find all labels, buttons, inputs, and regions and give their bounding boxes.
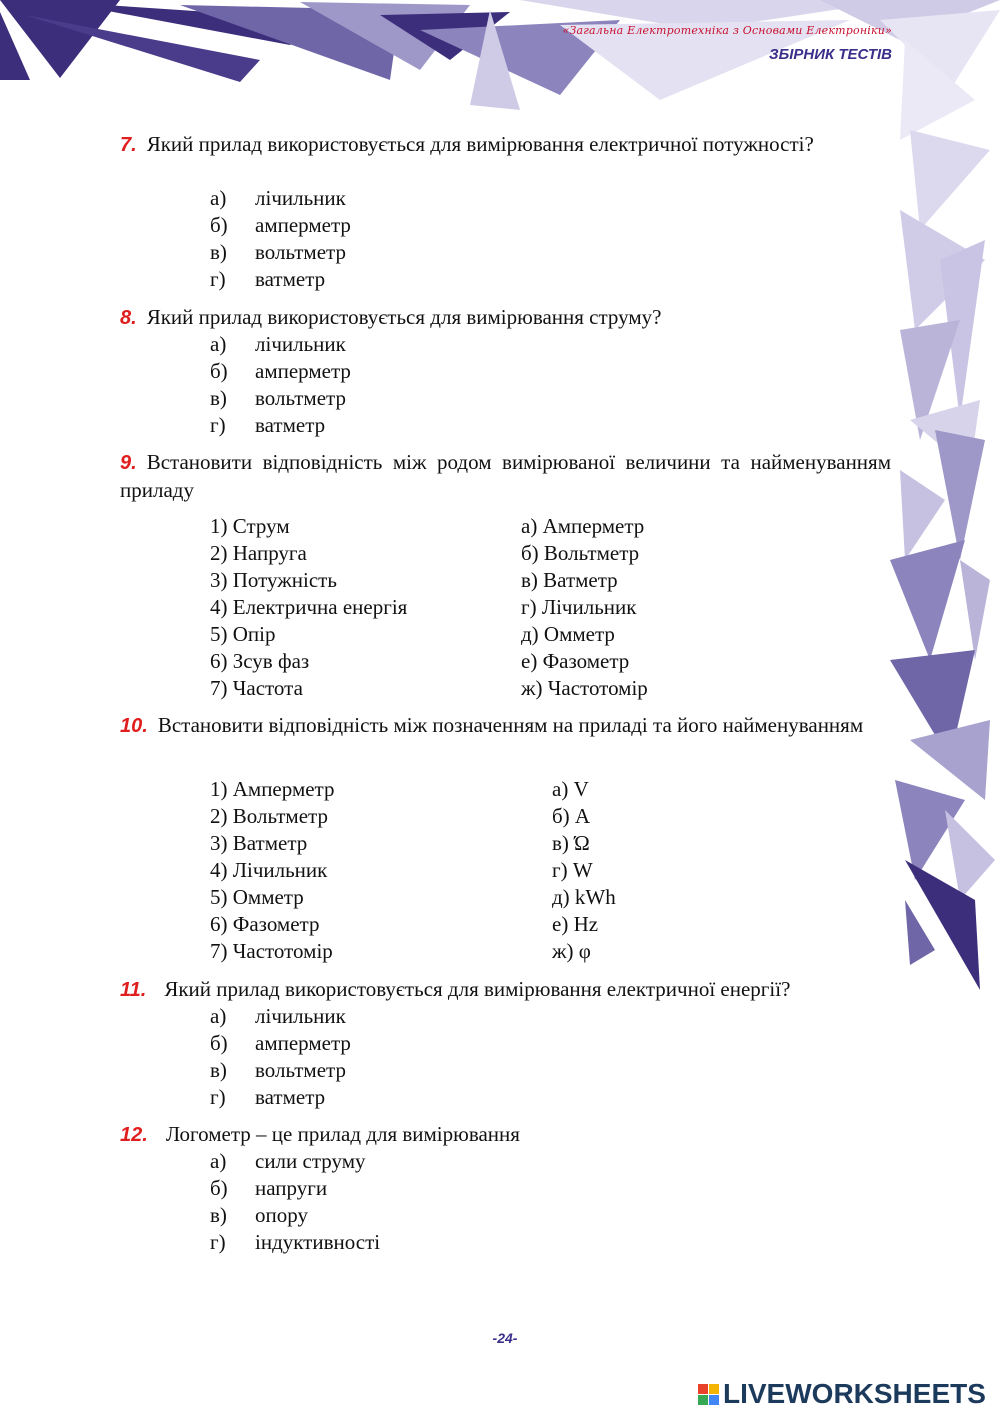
- match-item[interactable]: а) V: [552, 777, 589, 801]
- match-item[interactable]: 4) Лічильник: [210, 858, 328, 882]
- question-text: Який прилад використовується для вимірювання струму?: [146, 305, 662, 329]
- option-c[interactable]: в) вольтметр: [210, 1058, 346, 1082]
- question-12: [120, 1121, 891, 1149]
- option-b[interactable]: б) напруги: [210, 1176, 328, 1200]
- option-b[interactable]: б) амперметр: [210, 213, 351, 237]
- match-item[interactable]: 7) Частота: [210, 676, 303, 700]
- match-item[interactable]: ж) φ: [552, 939, 591, 963]
- question-number: 8.: [120, 307, 137, 329]
- header-subtitle: ЗБІРНИК ТЕСТІВ: [768, 46, 892, 63]
- question-text: Логометр – це прилад для вимірювання: [165, 1122, 520, 1146]
- question-text: Встановити відповідність між родом вимірюваної величини та найменуванням приладу: [120, 450, 891, 502]
- question-11-options: [210, 1003, 351, 1111]
- match-item[interactable]: г) Лічильник: [521, 595, 637, 619]
- match-item[interactable]: 7) Частотомір: [210, 939, 333, 963]
- option-c[interactable]: в) вольтметр: [210, 386, 346, 410]
- match-item[interactable]: 2) Вольтметр: [210, 804, 328, 828]
- question-number: 10.: [120, 715, 148, 737]
- option-a[interactable]: а) сили струму: [210, 1149, 366, 1173]
- question-9-left-column: [210, 513, 407, 702]
- question-12-options: [210, 1148, 380, 1256]
- question-9-right-column: [521, 513, 648, 702]
- question-10-left-column: [210, 776, 334, 965]
- question-number: 12.: [120, 1124, 148, 1146]
- question-10-right-column: [552, 776, 616, 965]
- liveworksheets-logo[interactable]: [698, 1378, 986, 1410]
- option-a[interactable]: а) лічильник: [210, 332, 346, 356]
- option-c[interactable]: в) опору: [210, 1203, 308, 1227]
- match-item[interactable]: 1) Струм: [210, 514, 290, 538]
- option-c[interactable]: в) вольтметр: [210, 240, 346, 264]
- match-item[interactable]: б) Вольтметр: [521, 541, 640, 565]
- match-item[interactable]: в) Ώ: [552, 831, 590, 855]
- match-item[interactable]: д) kWh: [552, 885, 616, 909]
- brand-name: LIVEWORKSHEETS: [723, 1378, 986, 1409]
- question-8: [120, 304, 891, 332]
- question-7-options: [210, 185, 351, 293]
- book-title: «Загальна Електротехніка з Основами Електроніки»: [562, 24, 892, 37]
- question-8-options: [210, 331, 351, 439]
- option-a[interactable]: а) лічильник: [210, 1004, 346, 1028]
- match-item[interactable]: 5) Омметр: [210, 885, 304, 909]
- question-text: Який прилад використовується для вимірювання електричної енергії?: [164, 977, 791, 1001]
- question-9: [120, 449, 891, 504]
- match-item[interactable]: 1) Амперметр: [210, 777, 335, 801]
- question-11: [120, 976, 891, 1004]
- match-item[interactable]: г) W: [552, 858, 593, 882]
- option-d[interactable]: г) індуктивності: [210, 1230, 381, 1254]
- option-b[interactable]: б) амперметр: [210, 359, 351, 383]
- match-item[interactable]: 6) Фазометр: [210, 912, 320, 936]
- match-item[interactable]: 3) Потужність: [210, 568, 337, 592]
- match-item[interactable]: е) Фазометр: [521, 649, 630, 673]
- question-number: 9.: [120, 452, 137, 474]
- match-item[interactable]: 6) Зсув фаз: [210, 649, 310, 673]
- match-item[interactable]: 4) Електрична енергія: [210, 595, 408, 619]
- question-number: 11.: [120, 979, 147, 1001]
- question-text: Встановити відповідність між позначенням на приладі та його найменуванням: [157, 713, 864, 737]
- question-10: [120, 712, 891, 740]
- question-7: [120, 131, 891, 159]
- match-item[interactable]: д) Омметр: [521, 622, 615, 646]
- match-item[interactable]: ж) Частотомір: [521, 676, 648, 700]
- option-a[interactable]: а) лічильник: [210, 186, 346, 210]
- page-number: -24-: [492, 1330, 518, 1346]
- question-number: 7.: [120, 134, 137, 156]
- option-b[interactable]: б) амперметр: [210, 1031, 351, 1055]
- liveworksheets-icon: [698, 1384, 719, 1405]
- match-item[interactable]: 5) Опір: [210, 622, 276, 646]
- option-d[interactable]: г) ватметр: [210, 413, 326, 437]
- match-item[interactable]: б) A: [552, 804, 591, 828]
- question-text: Який прилад використовується для вимірювання електричної потужності?: [146, 132, 814, 156]
- option-d[interactable]: г) ватметр: [210, 1085, 326, 1109]
- match-item[interactable]: 2) Напруга: [210, 541, 307, 565]
- match-item[interactable]: е) Hz: [552, 912, 599, 936]
- match-item[interactable]: а) Амперметр: [521, 514, 645, 538]
- option-d[interactable]: г) ватметр: [210, 267, 326, 291]
- match-item[interactable]: 3) Ватметр: [210, 831, 308, 855]
- match-item[interactable]: в) Ватметр: [521, 568, 618, 592]
